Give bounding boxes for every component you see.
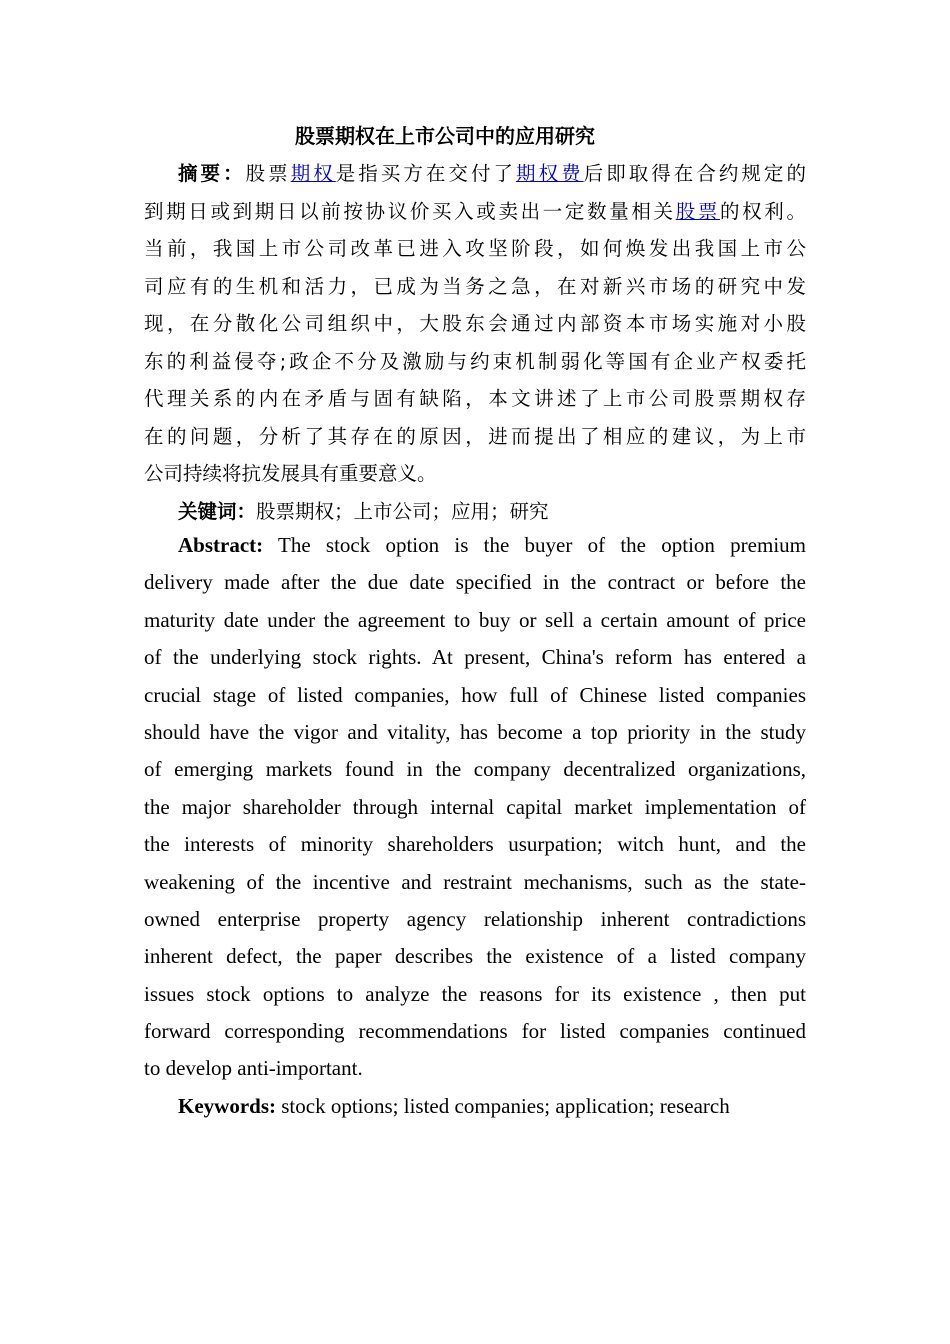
cn-abstract-line-1 bbox=[144, 155, 806, 193]
en-abstract-line: of emerging markets found in the company decentralized organizations, bbox=[144, 757, 806, 782]
english-abstract bbox=[144, 527, 806, 1125]
cn-abstract-label: 摘要： bbox=[178, 162, 246, 185]
en-abstract-line: should have the vigor and vitality, has become a top priority in the study bbox=[144, 719, 806, 744]
cn-seg: 到期日或到期日以前按协议价买入或卖出一定数量相关 bbox=[144, 199, 676, 223]
en-abstract-line: forward corresponding recommendations for listed companies continued bbox=[144, 1019, 806, 1044]
en-abstract-line: owned enterprise property agency relationship inherent contradictions bbox=[144, 906, 806, 931]
en-seg: The stock option is the buyer of the option premium bbox=[263, 533, 806, 557]
cn-abstract-line-2 bbox=[144, 193, 806, 231]
link-qiquanfei[interactable]: 期权费 bbox=[516, 162, 584, 185]
en-abstract-line: of the underlying stock rights. At present, China's reform has entered a bbox=[144, 645, 806, 670]
en-keywords-label: Keywords: bbox=[178, 1093, 276, 1118]
en-abstract-line: crucial stage of listed companies, how full of Chinese listed companies bbox=[144, 682, 806, 707]
cn-seg: 股票 bbox=[245, 162, 291, 185]
chinese-abstract bbox=[144, 155, 806, 530]
en-abstract-line: maturity date under the agreement to buy or sell a certain amount of price bbox=[144, 607, 806, 632]
cn-keywords bbox=[144, 493, 806, 531]
en-abstract-line: delivery made after the due date specified in the contract or before the bbox=[144, 570, 806, 595]
en-keywords bbox=[144, 1088, 806, 1125]
cn-abstract-line: 东的利益侵夺;政企不分及激励与约束机制弱化等国有企业产权委托 bbox=[144, 349, 806, 373]
cn-abstract-line: 当前，我国上市公司改革已进入攻坚阶段，如何焕发出我国上市公 bbox=[144, 237, 806, 260]
en-abstract-line: weakening of the incentive and restraint mechanisms, such as the state- bbox=[144, 869, 806, 894]
en-abstract-line: issues stock options to analyze the reasons for its existence , then put bbox=[144, 981, 806, 1006]
cn-abstract-line: 司应有的生机和活力，已成为当务之急，在对新兴市场的研究中发 bbox=[144, 274, 806, 298]
en-abstract-line: inherent defect, the paper describes the existence of a listed company bbox=[144, 944, 806, 969]
en-abstract-line: the interests of minority shareholders usurpation; witch hunt, and the bbox=[144, 832, 806, 857]
cn-keywords-text: 股票期权；上市公司；应用；研究 bbox=[256, 499, 549, 523]
link-qiquan[interactable]: 期权 bbox=[290, 162, 336, 185]
en-abstract-line: to develop anti-important. bbox=[144, 1056, 363, 1081]
en-abstract-label: Abstract: bbox=[178, 533, 264, 557]
cn-abstract-line: 代理关系的内在矛盾与固有缺陷，本文讲述了上市公司股票期权存 bbox=[144, 387, 806, 410]
cn-seg: 的权利。 bbox=[720, 199, 806, 223]
cn-seg: 后即取得在合约规定的 bbox=[583, 162, 806, 185]
en-abstract-line-1 bbox=[144, 527, 806, 564]
cn-abstract-line: 公司持续将抗发展具有重要意义。 bbox=[144, 462, 437, 485]
cn-abstract-line: 在的问题，分析了其存在的原因，进而提出了相应的建议，为上市 bbox=[144, 424, 806, 448]
en-abstract-line: the major shareholder through internal capital market implementation of bbox=[144, 794, 806, 819]
link-gupiao[interactable]: 股票 bbox=[675, 199, 720, 223]
cn-keywords-label: 关键词： bbox=[178, 499, 257, 523]
en-keywords-text: stock options; listed companies; application; research bbox=[276, 1093, 730, 1118]
cn-seg: 是指买方在交付了 bbox=[335, 162, 517, 185]
cn-abstract-line: 现，在分散化公司组织中，大股东会通过内部资本市场实施对小股 bbox=[144, 312, 806, 335]
paper-title: 股票期权在上市公司中的应用研究 bbox=[295, 124, 595, 148]
